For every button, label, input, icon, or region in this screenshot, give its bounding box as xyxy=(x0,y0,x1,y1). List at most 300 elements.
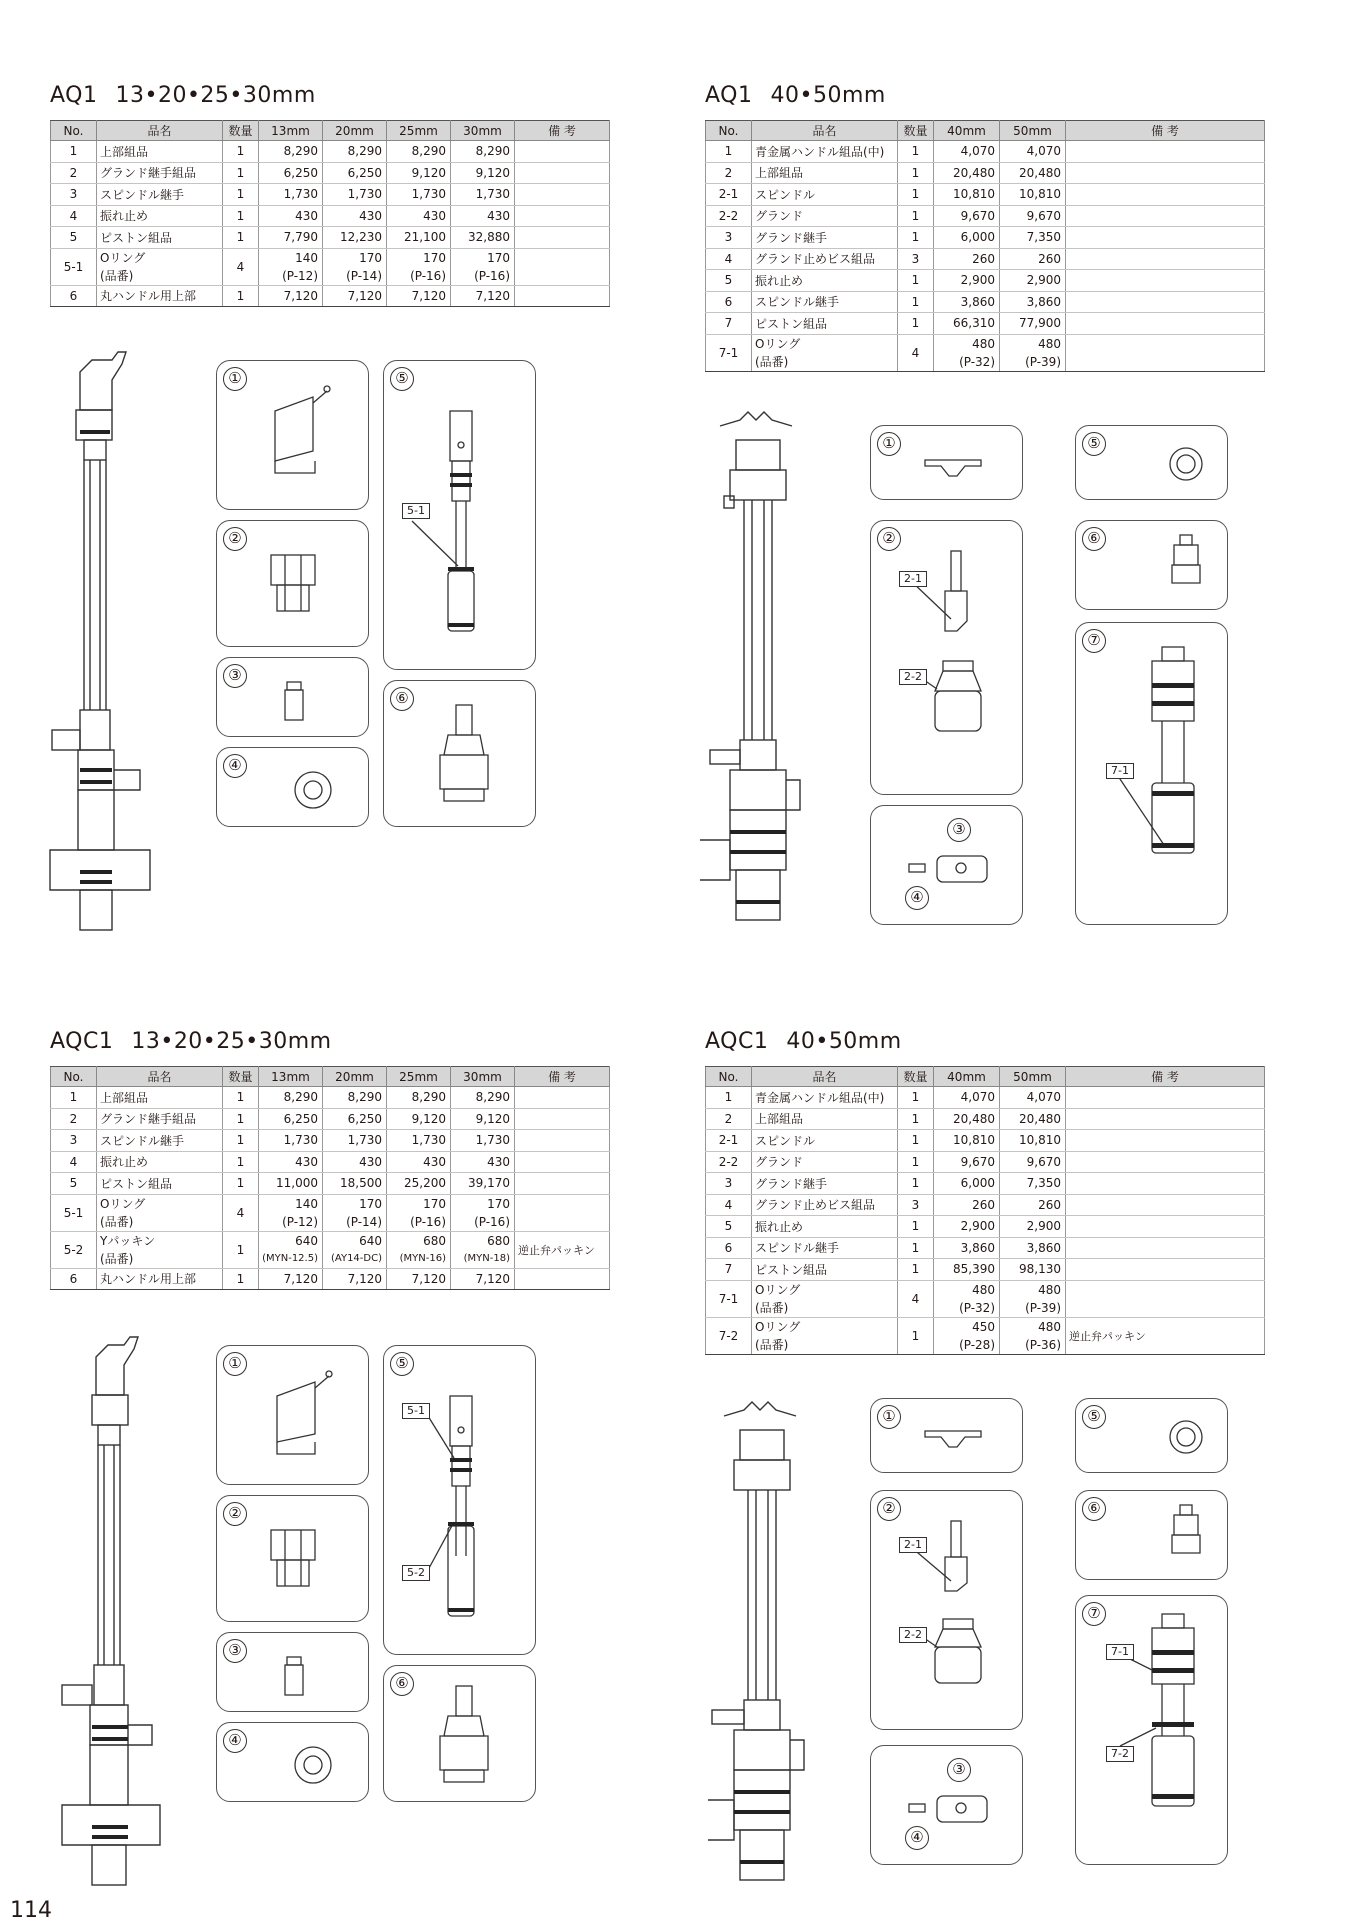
cell-qty: 1 xyxy=(223,184,259,206)
price-value: 170 xyxy=(359,250,382,265)
cell-price xyxy=(451,1194,515,1231)
ring-icon xyxy=(217,1723,367,1803)
cell-remark xyxy=(1066,1259,1265,1281)
table-row xyxy=(706,141,1265,163)
spindle-joint-icon xyxy=(217,658,367,738)
spindle-icon xyxy=(384,1666,534,1803)
cell-price: 7,790 xyxy=(259,227,323,249)
cell-price: 7,120 xyxy=(387,1268,451,1290)
part-code: (P-14) xyxy=(346,1214,382,1229)
callout-number: ③ xyxy=(223,1639,247,1663)
part-code: (P-32) xyxy=(959,1300,995,1315)
table-header xyxy=(706,1067,1265,1087)
cell-qty: 1 xyxy=(898,1087,934,1109)
table-row xyxy=(51,1194,610,1231)
cell-qty: 1 xyxy=(898,1237,934,1259)
cell-price: 7,120 xyxy=(259,1268,323,1290)
cell-remark xyxy=(515,1087,610,1109)
callout-tag: 7-2 xyxy=(1106,1746,1134,1762)
part-code: (P-12) xyxy=(282,268,318,283)
cell-price: 9,120 xyxy=(451,162,515,184)
cell-price: 1,730 xyxy=(259,184,323,206)
cell-no: 2 xyxy=(706,162,752,184)
cell-price: 1,730 xyxy=(451,184,515,206)
callout-number: ⑤ xyxy=(390,367,414,391)
part-code: (P-32) xyxy=(959,354,995,369)
cell-no: 6 xyxy=(706,291,752,313)
table-row xyxy=(706,1194,1265,1216)
cell-price xyxy=(323,248,387,285)
cell-qty: 1 xyxy=(898,227,934,249)
cell-name-line1: Oリング xyxy=(755,1282,801,1297)
col-size: 50mm xyxy=(1000,121,1066,141)
callout-number: ① xyxy=(223,367,247,391)
gland-joint-icon xyxy=(871,1746,1021,1866)
cell-remark xyxy=(515,1268,610,1290)
cell-price xyxy=(387,248,451,285)
cell-price: 430 xyxy=(323,205,387,227)
cell-qty: 1 xyxy=(223,205,259,227)
callout-tag: 5-2 xyxy=(402,1565,430,1581)
table-row xyxy=(706,291,1265,313)
cell-name xyxy=(752,334,898,371)
part-box-5 xyxy=(1075,1398,1228,1473)
part-box-4 xyxy=(216,1722,369,1802)
cell-price: 1,730 xyxy=(387,1130,451,1152)
cell-remark xyxy=(515,1130,610,1152)
cell-name: グランド xyxy=(752,1151,898,1173)
callout-number: ② xyxy=(877,527,901,551)
cell-name xyxy=(752,1280,898,1317)
cell-qty: 1 xyxy=(223,1130,259,1152)
price-value: 170 xyxy=(487,250,510,265)
cell-price: 7,120 xyxy=(451,285,515,307)
cell-qty: 1 xyxy=(898,162,934,184)
cell-price: 8,290 xyxy=(259,1087,323,1109)
cell-price: 9,670 xyxy=(1000,1151,1066,1173)
cell-price: 6,000 xyxy=(934,227,1000,249)
callout-number: ⑦ xyxy=(1082,629,1106,653)
table-row xyxy=(706,162,1265,184)
cell-name: 上部組品 xyxy=(97,141,223,163)
cell-name: 青金属ハンドル組品(中) xyxy=(752,1087,898,1109)
cell-price: 7,120 xyxy=(451,1268,515,1290)
cell-no: 7 xyxy=(706,313,752,335)
cell-qty: 1 xyxy=(898,1317,934,1354)
cell-remark xyxy=(1066,184,1265,206)
part-box-6 xyxy=(383,680,536,827)
cell-price: 10,810 xyxy=(934,1130,1000,1152)
cell-no: 3 xyxy=(51,1130,97,1152)
cell-price: 3,860 xyxy=(934,1237,1000,1259)
table-row xyxy=(51,1151,610,1173)
cell-remark: 逆止弁パッキン xyxy=(515,1231,610,1268)
cell-price xyxy=(1000,1280,1066,1317)
cell-qty: 1 xyxy=(223,1231,259,1268)
table-header xyxy=(706,121,1265,141)
cell-price: 4,070 xyxy=(934,141,1000,163)
callout-number: ⑤ xyxy=(1082,432,1106,456)
cell-qty: 1 xyxy=(223,285,259,307)
section-aqc1-small xyxy=(50,1026,610,1290)
title-sizes: 40•50mm xyxy=(786,1029,902,1054)
cell-price: 7,120 xyxy=(387,285,451,307)
cell-price: 39,170 xyxy=(451,1173,515,1195)
cell-remark xyxy=(515,205,610,227)
cell-price: 4,070 xyxy=(1000,141,1066,163)
callout-number: ⑥ xyxy=(1082,527,1106,551)
cell-name-line2: (品番) xyxy=(755,1337,789,1352)
cell-price: 430 xyxy=(387,1151,451,1173)
cell-name xyxy=(752,1317,898,1354)
cell-no: 1 xyxy=(51,1087,97,1109)
cell-price: 2,900 xyxy=(1000,1216,1066,1238)
cell-qty: 1 xyxy=(223,141,259,163)
cell-price: 1,730 xyxy=(259,1130,323,1152)
table-row xyxy=(51,184,610,206)
cell-no: 1 xyxy=(706,141,752,163)
cell-name-line1: Oリング xyxy=(755,1319,801,1334)
col-no: No. xyxy=(51,1067,97,1087)
cell-no: 2-2 xyxy=(706,205,752,227)
cell-price: 9,120 xyxy=(451,1108,515,1130)
cell-price: 430 xyxy=(259,1151,323,1173)
cell-name: グランド継手 xyxy=(752,1173,898,1195)
cell-price: 430 xyxy=(387,205,451,227)
cell-price xyxy=(323,1194,387,1231)
cell-price: 98,130 xyxy=(1000,1259,1066,1281)
part-code: (P-36) xyxy=(1025,1337,1061,1352)
cell-price: 6,250 xyxy=(323,162,387,184)
cell-price: 21,100 xyxy=(387,227,451,249)
price-value: 450 xyxy=(972,1319,995,1334)
cell-price: 7,120 xyxy=(323,285,387,307)
callout-number: ③ xyxy=(947,818,971,842)
price-value: 140 xyxy=(295,1196,318,1211)
cell-qty: 1 xyxy=(898,205,934,227)
cell-price: 8,290 xyxy=(387,1087,451,1109)
cell-no: 5 xyxy=(706,270,752,292)
part-box-34 xyxy=(870,1745,1023,1865)
cell-name: 振れ止め xyxy=(752,1216,898,1238)
price-value: 170 xyxy=(423,250,446,265)
cell-remark xyxy=(515,162,610,184)
cell-name: 振れ止め xyxy=(97,205,223,227)
cell-price xyxy=(1000,1317,1066,1354)
section-title xyxy=(50,80,610,112)
cell-price xyxy=(1000,334,1066,371)
cell-price: 8,290 xyxy=(451,141,515,163)
cell-no: 5-2 xyxy=(51,1231,97,1268)
cell-price: 7,120 xyxy=(323,1268,387,1290)
cell-name: スピンドル xyxy=(752,1130,898,1152)
callout-tag: 2-2 xyxy=(899,1627,927,1643)
part-code: (MYN-18) xyxy=(463,1252,510,1264)
title-model: AQ1 xyxy=(705,83,753,108)
gland-joint-icon xyxy=(871,806,1021,926)
cell-no: 6 xyxy=(51,285,97,307)
part-box-5 xyxy=(1075,425,1228,500)
section-aq1-large xyxy=(705,80,1265,372)
part-box-1 xyxy=(870,1398,1023,1473)
cell-no: 2-2 xyxy=(706,1151,752,1173)
price-value: 680 xyxy=(423,1233,446,1248)
cell-price xyxy=(451,1231,515,1268)
cell-price: 2,900 xyxy=(934,270,1000,292)
table-row xyxy=(51,1173,610,1195)
cell-no: 3 xyxy=(706,227,752,249)
cell-qty: 1 xyxy=(223,162,259,184)
price-value: 170 xyxy=(423,1196,446,1211)
cell-no: 4 xyxy=(51,205,97,227)
cell-price: 3,860 xyxy=(1000,291,1066,313)
cell-no: 3 xyxy=(51,184,97,206)
cell-price xyxy=(934,1280,1000,1317)
cell-price: 2,900 xyxy=(934,1216,1000,1238)
cell-price: 10,810 xyxy=(1000,1130,1066,1152)
cell-qty: 1 xyxy=(223,1268,259,1290)
cell-price: 8,290 xyxy=(323,1087,387,1109)
cell-price: 10,810 xyxy=(934,184,1000,206)
cell-price: 8,290 xyxy=(259,141,323,163)
cell-price: 7,350 xyxy=(1000,1173,1066,1195)
callout-number: ③ xyxy=(947,1758,971,1782)
table-header xyxy=(51,1067,610,1087)
callout-number: ⑥ xyxy=(390,1672,414,1696)
cell-price: 20,480 xyxy=(934,162,1000,184)
table-row xyxy=(706,1216,1265,1238)
cell-name: グランド止めビス組品 xyxy=(752,1194,898,1216)
col-size: 30mm xyxy=(451,1067,515,1087)
col-remark: 備 考 xyxy=(1066,121,1265,141)
part-box-5 xyxy=(383,360,536,670)
cell-price xyxy=(934,1317,1000,1354)
cell-price: 2,900 xyxy=(1000,270,1066,292)
part-code: (P-39) xyxy=(1025,1300,1061,1315)
cell-qty: 4 xyxy=(898,334,934,371)
cell-remark xyxy=(515,1108,610,1130)
cell-price: 9,670 xyxy=(934,1151,1000,1173)
cell-price: 1,730 xyxy=(323,1130,387,1152)
price-value: 640 xyxy=(359,1233,382,1248)
cell-price: 6,250 xyxy=(259,162,323,184)
cell-qty: 1 xyxy=(223,1151,259,1173)
col-no: No. xyxy=(51,121,97,141)
cell-price: 9,670 xyxy=(1000,205,1066,227)
cell-qty: 1 xyxy=(898,1130,934,1152)
part-box-3 xyxy=(216,657,369,737)
table-row xyxy=(706,184,1265,206)
callout-number: ⑥ xyxy=(390,687,414,711)
cell-price: 260 xyxy=(934,248,1000,270)
table-row xyxy=(51,248,610,285)
cell-name: ピストン組品 xyxy=(97,1173,223,1195)
table-row xyxy=(51,285,610,307)
price-value: 680 xyxy=(487,1233,510,1248)
section-title xyxy=(50,1026,610,1058)
piston-assembly-icon xyxy=(384,1346,534,1656)
col-remark: 備 考 xyxy=(515,1067,610,1087)
cell-qty: 1 xyxy=(223,1087,259,1109)
part-box-6 xyxy=(1075,1490,1228,1580)
cell-qty: 4 xyxy=(223,248,259,285)
cell-remark xyxy=(515,184,610,206)
table-row xyxy=(51,1087,610,1109)
cell-price: 9,670 xyxy=(934,205,1000,227)
cell-price xyxy=(259,1231,323,1268)
cell-price: 9,120 xyxy=(387,162,451,184)
cell-no: 2 xyxy=(51,162,97,184)
gland-joint-icon xyxy=(217,521,367,648)
cell-name xyxy=(97,1194,223,1231)
cell-remark xyxy=(1066,1173,1265,1195)
cell-remark xyxy=(1066,313,1265,335)
ring-icon xyxy=(1076,1399,1226,1474)
cell-remark xyxy=(1066,1151,1265,1173)
col-size: 20mm xyxy=(323,1067,387,1087)
cell-qty: 3 xyxy=(898,1194,934,1216)
cell-qty: 1 xyxy=(898,1259,934,1281)
cell-price: 66,310 xyxy=(934,313,1000,335)
parts-table xyxy=(705,120,1265,372)
part-box-3 xyxy=(216,1632,369,1712)
cell-remark xyxy=(1066,162,1265,184)
cell-qty: 1 xyxy=(898,270,934,292)
cell-name-line1: Oリング xyxy=(100,1196,146,1211)
cell-qty: 1 xyxy=(898,291,934,313)
cell-price xyxy=(387,1231,451,1268)
spindle-joint-icon xyxy=(217,1633,367,1713)
cell-name xyxy=(97,248,223,285)
part-code: (P-28) xyxy=(959,1337,995,1352)
section-title xyxy=(705,1026,1265,1058)
exploded-diagram xyxy=(40,1335,620,1895)
callout-number: ① xyxy=(877,1405,901,1429)
cell-remark xyxy=(515,141,610,163)
cell-name: ピストン組品 xyxy=(97,227,223,249)
cell-name-line1: Oリング xyxy=(100,250,146,265)
ring-icon xyxy=(1076,426,1226,501)
table-row xyxy=(706,334,1265,371)
cell-price: 6,000 xyxy=(934,1173,1000,1195)
cell-price: 20,480 xyxy=(934,1108,1000,1130)
table-row xyxy=(706,1173,1265,1195)
col-remark: 備 考 xyxy=(515,121,610,141)
callout-number: ② xyxy=(223,527,247,551)
cell-name-line1: Yパッキン xyxy=(100,1233,156,1248)
callout-number: ⑦ xyxy=(1082,1602,1106,1626)
cell-name: グランド xyxy=(752,205,898,227)
cell-remark: 逆止弁パッキン xyxy=(1066,1317,1265,1354)
cell-price: 430 xyxy=(259,205,323,227)
table-row xyxy=(706,1087,1265,1109)
cell-name: スピンドル継手 xyxy=(752,1237,898,1259)
callout-tag: 7-1 xyxy=(1106,1644,1134,1660)
cell-price: 260 xyxy=(1000,248,1066,270)
col-no: No. xyxy=(706,121,752,141)
cell-price: 4,070 xyxy=(1000,1087,1066,1109)
table-header xyxy=(51,121,610,141)
cell-name: ピストン組品 xyxy=(752,313,898,335)
title-sizes: 13•20•25•30mm xyxy=(115,83,316,108)
part-box-2 xyxy=(870,1490,1023,1730)
section-title xyxy=(705,80,1265,112)
part-box-2 xyxy=(870,520,1023,795)
cell-name: グランド継手組品 xyxy=(97,1108,223,1130)
cell-qty: 4 xyxy=(898,1280,934,1317)
callout-tag: 2-1 xyxy=(899,571,927,587)
part-box-6 xyxy=(1075,520,1228,610)
col-remark: 備 考 xyxy=(1066,1067,1265,1087)
cell-price: 7,350 xyxy=(1000,227,1066,249)
price-value: 140 xyxy=(295,250,318,265)
title-sizes: 13•20•25•30mm xyxy=(131,1029,332,1054)
cell-name xyxy=(97,1231,223,1268)
cell-price: 8,290 xyxy=(323,141,387,163)
piston-assembly-icon xyxy=(1076,1596,1226,1866)
cell-price: 1,730 xyxy=(451,1130,515,1152)
cell-remark xyxy=(1066,334,1265,371)
cell-name: 青金属ハンドル組品(中) xyxy=(752,141,898,163)
callout-number: ④ xyxy=(223,1729,247,1753)
section-aqc1-large xyxy=(705,1026,1265,1355)
part-code: (MYN-12.5) xyxy=(262,1252,318,1264)
col-no: No. xyxy=(706,1067,752,1087)
part-code: (P-16) xyxy=(410,1214,446,1229)
gland-joint-icon xyxy=(217,1496,367,1623)
faucet-assembly-illustration xyxy=(40,350,170,940)
part-code: (MYN-16) xyxy=(399,1252,446,1264)
cell-remark xyxy=(1066,227,1265,249)
cell-qty: 1 xyxy=(898,1108,934,1130)
callout-number: ② xyxy=(877,1497,901,1521)
section-aq1-small xyxy=(50,80,610,307)
upper-assembly-icon xyxy=(217,361,367,511)
cell-remark xyxy=(1066,1087,1265,1109)
cell-remark xyxy=(1066,1108,1265,1130)
col-size: 30mm xyxy=(451,121,515,141)
cell-name: 丸ハンドル用上部 xyxy=(97,285,223,307)
cell-price: 20,480 xyxy=(1000,162,1066,184)
cell-price: 6,250 xyxy=(323,1108,387,1130)
cell-qty: 1 xyxy=(898,313,934,335)
callout-number: ④ xyxy=(905,886,929,910)
cell-no: 1 xyxy=(51,141,97,163)
part-code: (P-16) xyxy=(474,1214,510,1229)
spindle-joint-icon xyxy=(1076,521,1226,611)
page-number: 114 xyxy=(10,1898,52,1920)
cell-price: 20,480 xyxy=(1000,1108,1066,1130)
cell-price: 18,500 xyxy=(323,1173,387,1195)
part-code: (P-39) xyxy=(1025,354,1061,369)
table-row xyxy=(51,1108,610,1130)
cell-no: 2 xyxy=(706,1108,752,1130)
cell-price: 32,880 xyxy=(451,227,515,249)
table-row xyxy=(706,1237,1265,1259)
cell-price: 6,250 xyxy=(259,1108,323,1130)
cell-qty: 1 xyxy=(223,1173,259,1195)
cell-no: 3 xyxy=(706,1173,752,1195)
cell-price: 260 xyxy=(934,1194,1000,1216)
col-size: 50mm xyxy=(1000,1067,1066,1087)
cell-remark xyxy=(1066,270,1265,292)
cell-price: 77,900 xyxy=(1000,313,1066,335)
part-box-1 xyxy=(870,425,1023,500)
exploded-diagram xyxy=(700,1400,1300,1900)
cell-remark xyxy=(515,227,610,249)
price-value: 480 xyxy=(1038,1319,1061,1334)
piston-assembly-icon xyxy=(1076,623,1226,926)
